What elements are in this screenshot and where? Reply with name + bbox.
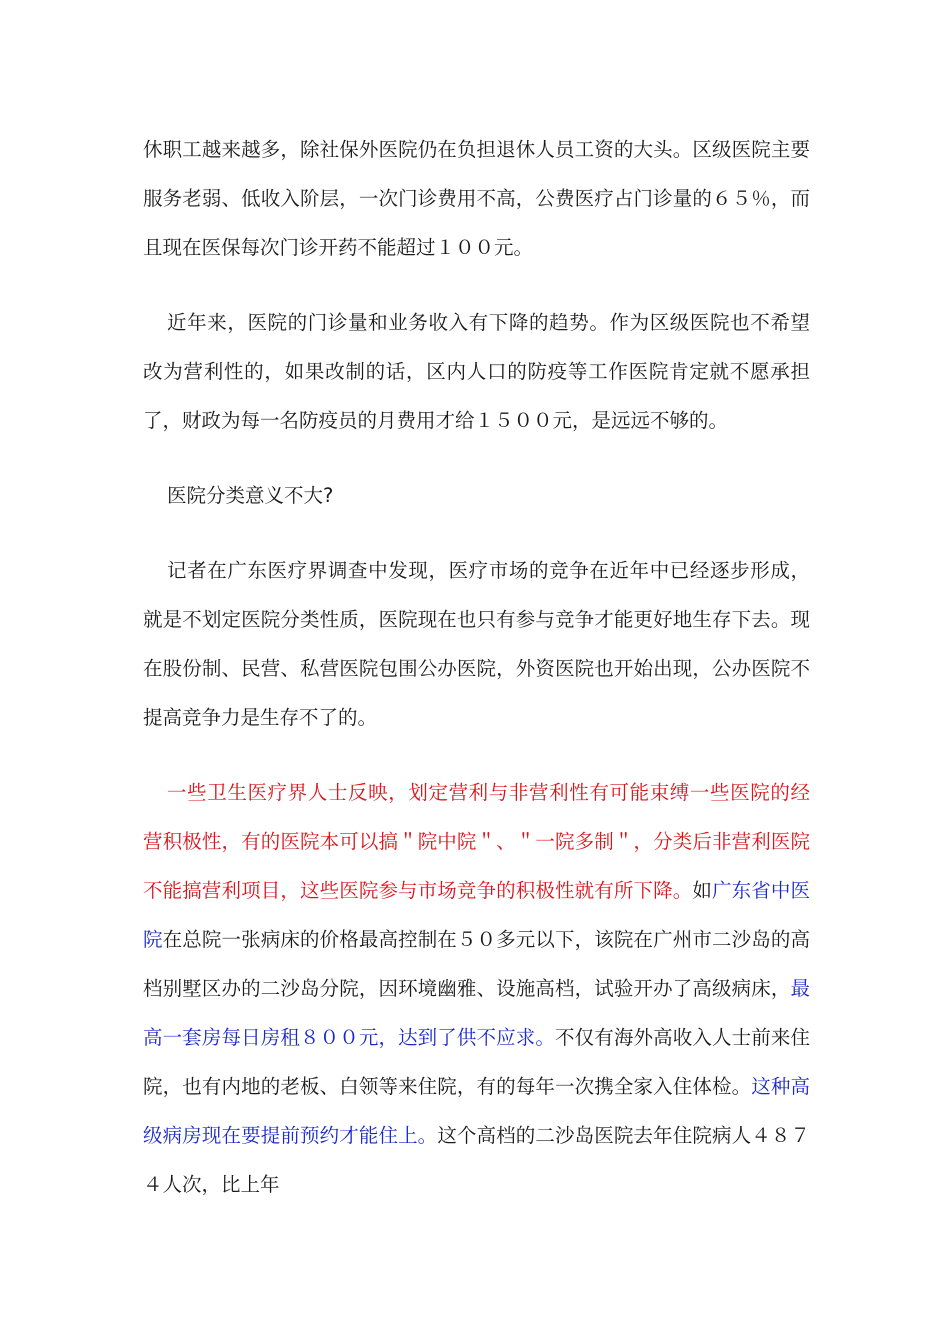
plain-text: 在总院一张病床的价格最高控制在５０多元以下，该院在广州市二沙岛的高档别墅区办的二沙岛分院，因环境幽雅、设施高档，试验开办了高级病床，: [143, 928, 810, 1000]
highlighted-red-text: 一些卫生医疗界人士反映，划定营利与非营利性有可能束缚一些医院的经营积极性，有的医院本可以搞＂院中院＂、＂一院多制＂，分类后非营利医院不能搞营利项目，这些医院参与市场竞争的积极性就有所下降。: [143, 781, 810, 902]
highlighted-blue-text: 最高一套房每日房租８００元，达到了供不应求。: [143, 977, 810, 1049]
plain-text: 这个高档的二沙岛医院去年住院病人４８７４人次，比上年: [143, 1124, 810, 1196]
paragraph-5: [143, 768, 810, 1209]
highlighted-blue-text: 这种高级病房现在要提前预约才能住上。: [143, 1075, 810, 1147]
plain-text: 如: [692, 879, 712, 902]
paragraph-4: 记者在广东医疗界调查中发现，医疗市场的竞争在近年中已经逐步形成，就是不划定医院分类性质，医院现在也只有参与竞争才能更好地生存下去。现在股份制、民营、私营医院包围公办医院，外资医院也开始出现，公办医院不提高竞争力是生存不了的。: [143, 559, 810, 729]
plain-text: 不仅有海外高收入人士前来住院，也有内地的老板、白领等来住院，有的每年一次携全家入住体检。: [143, 1026, 810, 1098]
paragraph-1: 休职工越来越多，除社保外医院仍在负担退休人员工资的大头。区级医院主要服务老弱、低收入阶层，一次门诊费用不高，公费医疗占门诊量的６５％，而且现在医保每次门诊开药不能超过１００元。: [143, 138, 810, 259]
highlighted-blue-text: 广东省中医院: [143, 879, 810, 951]
paragraph-2: 近年来，医院的门诊量和业务收入有下降的趋势。作为区级医院也不希望改为营利性的，如果改制的话，区内人口的防疫等工作医院肯定就不愿承担了，财政为每一名防疫员的月费用才给１５００元，是远远不够的。: [143, 311, 810, 432]
article-body: [143, 125, 810, 1209]
section-heading: 医院分类意义不大?: [167, 484, 334, 507]
